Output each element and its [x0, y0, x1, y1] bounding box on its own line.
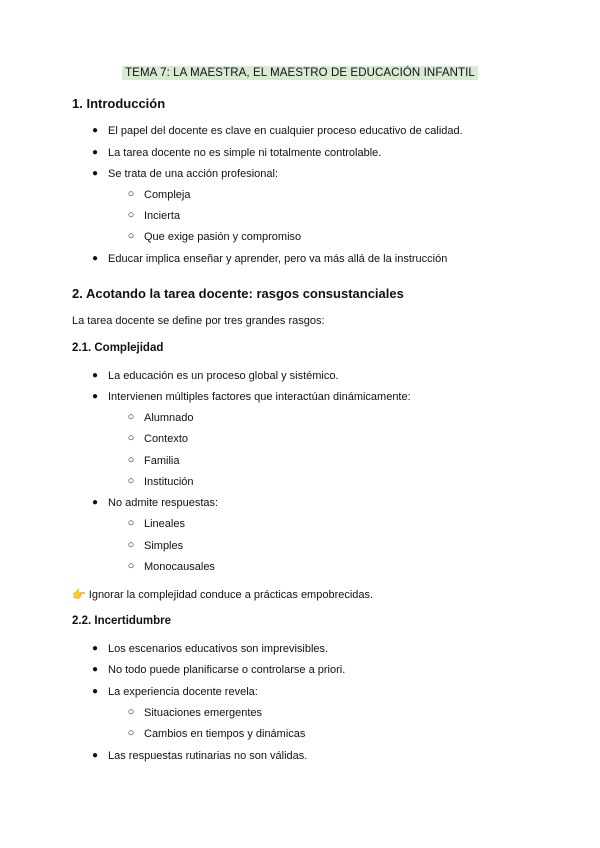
list-item-text: No admite respuestas: [108, 497, 219, 509]
list-item [91, 686, 258, 698]
sub-list-item [127, 411, 194, 424]
list-item-text: El papel del docente es clave en cualquier proceso educativo de calidad. [108, 125, 463, 137]
document-title: TEMA 7: LA MAESTRA, EL MAESTRO DE EDUCACIÓN INFANTIL [122, 66, 478, 80]
list-item [91, 497, 219, 509]
list-item-text: No todo puede planificarse o controlarse a priori. [108, 664, 346, 676]
heading-complejidad: 2.1. Complejidad [72, 342, 164, 354]
sub-list-item [127, 188, 191, 201]
sub-bullet-marker: ○ [127, 517, 135, 529]
list-item-text: La experiencia docente revela: [108, 686, 258, 698]
sub-list-item [127, 517, 185, 530]
heading-incertidumbre: 2.2. Incertidumbre [72, 615, 172, 627]
list-item [91, 253, 448, 265]
sub-list-item-text: Compleja [144, 189, 191, 201]
sub-bullet-marker: ○ [127, 539, 135, 551]
bullet-marker: ● [91, 253, 99, 264]
list-item-text: Los escenarios educativos son imprevisibles. [108, 643, 329, 655]
sub-list-item-text: Situaciones emergentes [144, 707, 263, 719]
sub-list-item [127, 539, 184, 552]
sub-list-item [127, 560, 215, 573]
list-item-text: La educación es un proceso global y sistémico. [108, 370, 339, 382]
bullet-marker: ● [91, 168, 99, 179]
sub-list-item [127, 475, 194, 488]
bullet-marker: ● [91, 370, 99, 381]
sub-list-item [127, 209, 181, 222]
sub-bullet-marker: ○ [127, 230, 135, 242]
sub-bullet-marker: ○ [127, 188, 135, 200]
sub-list-item-text: Institución [144, 476, 194, 488]
note-paragraph [72, 588, 373, 601]
bullet-marker: ● [91, 643, 99, 654]
sub-bullet-marker: ○ [127, 454, 135, 466]
list-item-text: Se trata de una acción profesional: [108, 168, 279, 180]
list-item [91, 125, 463, 137]
sub-bullet-marker: ○ [127, 432, 135, 444]
list-item [91, 750, 308, 762]
sub-list-item-text: Contexto [144, 433, 189, 445]
sub-list-item [127, 454, 180, 467]
pointing-hand-icon: 👉 [72, 588, 86, 601]
list-item [91, 664, 346, 676]
sub-bullet-marker: ○ [127, 475, 135, 487]
heading-acotando: 2. Acotando la tarea docente: rasgos consustanciales [72, 286, 404, 301]
list-item [91, 643, 329, 655]
bullet-marker: ● [91, 391, 99, 402]
bullet-marker: ● [91, 497, 99, 508]
bullet-marker: ● [91, 686, 99, 697]
sub-list-item-text: Monocausales [144, 561, 215, 573]
sub-list-item-text: Incierta [144, 210, 181, 222]
sub-bullet-marker: ○ [127, 560, 135, 572]
list-item-text: La tarea docente no es simple ni totalmente controlable. [108, 147, 382, 159]
list-item [91, 147, 382, 159]
sub-bullet-marker: ○ [127, 706, 135, 718]
sub-bullet-marker: ○ [127, 411, 135, 423]
sub-list-item-text: Simples [144, 540, 184, 552]
sub-list-item [127, 727, 306, 740]
note-text: Ignorar la complejidad conduce a prácticas empobrecidas. [88, 589, 374, 601]
sub-list-item [127, 706, 263, 719]
heading-introduccion: 1. Introducción [72, 96, 166, 111]
sub-bullet-marker: ○ [127, 727, 135, 739]
sub-bullet-marker: ○ [127, 209, 135, 221]
paragraph-intro: La tarea docente se define por tres grandes rasgos: [72, 315, 325, 327]
title-container [0, 63, 600, 81]
bullet-marker: ● [91, 664, 99, 675]
sub-list-item-text: Que exige pasión y compromiso [144, 231, 302, 243]
sub-list-item-text: Lineales [144, 518, 185, 530]
list-item [91, 391, 411, 403]
sub-list-item-text: Cambios en tiempos y dinámicas [144, 728, 306, 740]
sub-list-item-text: Familia [144, 455, 180, 467]
list-item-text: Las respuestas rutinarias no son válidas. [108, 750, 308, 762]
bullet-marker: ● [91, 125, 99, 136]
list-item-text: Intervienen múltiples factores que interactúan dinámicamente: [108, 391, 411, 403]
sub-list-item [127, 230, 302, 243]
list-item-text: Educar implica enseñar y aprender, pero va más allá de la instrucción [108, 253, 448, 265]
sub-list-item-text: Alumnado [144, 412, 194, 424]
bullet-marker: ● [91, 750, 99, 761]
list-item [91, 168, 279, 180]
sub-list-item [127, 432, 189, 445]
bullet-marker: ● [91, 147, 99, 158]
list-item [91, 370, 339, 382]
